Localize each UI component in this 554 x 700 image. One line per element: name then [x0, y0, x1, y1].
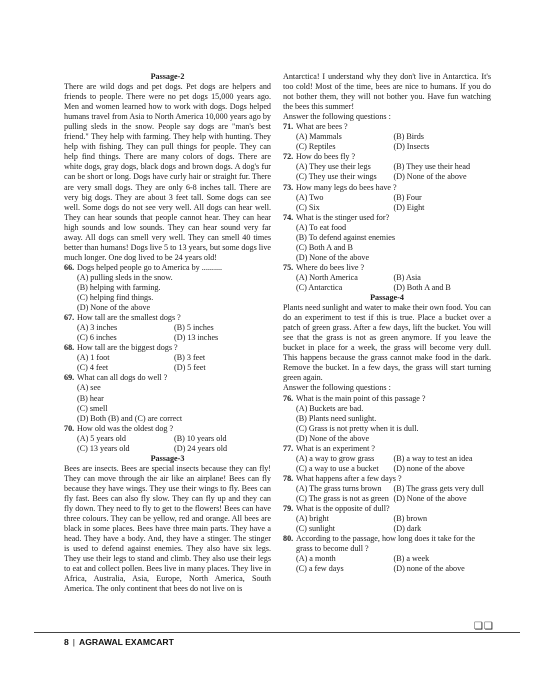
option-d: (D) none of the above [393, 564, 465, 574]
passage-3-text: Bees are insects. Bees are special insects because they can fly! They can move through the air like an airplane! Bees can fly because they have wings. They use their wings to fly. Bees can fly fast. Bees can also fly slow. They can fly up and they can fly down. They need to fly to get to the flowers! Bees can have three colours. They can be yellow, red and orange. All bees are black in some places. Bees have three main parts. They have a head. They have a body. And, they have a stinger. The stinger is used to defend against enemies. They also have six legs. They use their legs to stand and climb. They also use their legs to eat and collect pollen. Bees live in many places. They live in Africa, Australia, Asia, Europe, North America, South America. The only continent that bees do not live on is [64, 463, 271, 594]
option-b: (B) Plants need sunlight. [296, 413, 377, 423]
option-c: (C) They use their wings [296, 172, 377, 182]
option-d: (D) 5 feet [174, 363, 206, 373]
question-text: Dogs helped people go to America by .......... [77, 262, 223, 272]
question-number: 77. [283, 443, 294, 453]
question-79 [283, 504, 491, 534]
question-66 [64, 263, 271, 313]
option-d: (D) Both A and B [393, 282, 451, 292]
option-a: (A) 5 years old [77, 433, 126, 443]
question-68 [64, 343, 271, 373]
option-b: (B) Asia [393, 272, 421, 282]
option-c: (C) 13 years old [77, 443, 130, 453]
passage-2-text: There are wild dogs and pet dogs. Pet dogs are helpers and friends to people. There were no pet dogs 15,000 years ago. Men and women learned how to work with dogs. Dogs helped humans travel from Asia to North America 10,000 years ago by pulling sleds in the snow. People say dogs are "man's best friend." They help with farming. They help with hunting. They help with fishing. They can pull things for people. They can help find things. There are many colors of dogs. There are white dogs, gray dogs, black dogs and brown dogs. A dog's fur can be short or long. Dogs have curly hair or straight fur. There are very small dogs. They are only 6-8 inches tall. There are very big dogs. They are about 3 feet tall. Some dogs can see well. Some dogs do not see very well. All dogs can hear well. They can hear sounds that people cannot hear. They can hear high sounds and low sounds. They can hear sound very far away. All dogs can smell very well. They can smell 40 times better than humans! Dogs live 5 to 13 years, but some dogs live much longer. One dog lived to be 24 years old! [64, 82, 271, 262]
question-text: What is the main point of this passage ? [296, 393, 426, 403]
answer-prompt-2: Answer the following questions : [283, 383, 391, 393]
option-b: (B) Birds [393, 132, 424, 142]
question-number: 80. [283, 534, 294, 544]
end-marks-icon: ❏❏ [474, 621, 494, 632]
question-text: What is an experiment ? [296, 443, 375, 453]
option-c: (C) Grass is not pretty when it is dull. [296, 423, 419, 433]
option-a: (A) They use their legs [296, 162, 371, 172]
option-d: (D) 24 years old [174, 443, 228, 453]
option-c: (C) smell [77, 403, 108, 413]
option-c: (C) Six [296, 202, 320, 212]
question-text: What happens after a few days ? [296, 473, 402, 483]
option-b: (B) helping with farming. [77, 282, 161, 292]
option-c: (C) Reptiles [296, 142, 336, 152]
question-text: How do bees fly ? [296, 152, 356, 162]
page-footer [64, 637, 174, 647]
option-d: (D) dark [393, 524, 422, 534]
option-b: (B) 10 years old [174, 433, 227, 443]
question-text: What is the opposite of dull? [296, 504, 390, 514]
option-d: (D) None of the above [393, 493, 467, 503]
question-80 [283, 534, 491, 574]
question-text: What can all dogs do well ? [77, 373, 168, 383]
question-text: How many legs do bees have ? [296, 182, 397, 192]
question-number: 66. [64, 262, 75, 272]
question-76 [283, 394, 491, 444]
option-c: (C) a few days [296, 564, 344, 574]
option-d: (D) None of the above [296, 252, 370, 262]
question-number: 67. [64, 313, 75, 323]
question-78 [283, 474, 491, 504]
question-number: 70. [64, 423, 75, 433]
option-b: (B) They use their head [393, 162, 471, 172]
option-a: (A) pulling sleds in the snow. [77, 272, 173, 282]
option-a: (A) 1 foot [77, 353, 110, 363]
question-70 [64, 424, 271, 454]
passage-4-text: Plants need sunlight and water to make their own food. You can do an experiment to test if this is true. Place a bucket over a patch of green grass. After a few days, lift the bucket. You will see that the grass is not as green anymore. If you leave the bucket in place for a week, the grass will become very dull. This happens because the grass cannot make food in the dark. Remove the bucket. In a few days, the grass will start turning green again. [283, 303, 491, 383]
page-number: 8 [64, 637, 69, 647]
right-column [283, 72, 491, 574]
question-number: 75. [283, 262, 294, 272]
question-text: What are bees ? [296, 122, 348, 132]
option-d: (D) 13 inches [174, 333, 219, 343]
question-text: How tall are the smallest dogs ? [77, 313, 181, 323]
passage-2-title: Passage-2 [150, 72, 185, 81]
option-c: (C) 4 feet [77, 363, 109, 373]
option-b: (B) hear [77, 393, 104, 403]
option-c: (C) sunlight [296, 524, 336, 534]
question-number: 68. [64, 343, 75, 353]
answer-prompt: Answer the following questions : [283, 112, 391, 122]
option-a: (A) bright [296, 514, 329, 524]
option-a: (A) Buckets are bad. [296, 403, 364, 413]
option-d: (D) Insects [393, 142, 430, 152]
option-d: (D) None of the above [77, 303, 151, 313]
option-c: (C) Antarctica [296, 282, 343, 292]
question-text: According to the passage, how long does it take for the grass to become dull ? [296, 534, 475, 554]
question-67 [64, 313, 271, 343]
option-a: (A) 3 inches [77, 323, 118, 333]
question-71 [283, 122, 491, 152]
question-75 [283, 263, 491, 293]
passage-3-continued: Antarctica! I understand why they don't live in Antarctica. It's too cold! Most of the time, bees are nice to humans. If you do not bother them, they will not bother you. Have fun watching the bees this summer! [283, 72, 491, 112]
option-a: (A) a way to grow grass [296, 453, 375, 463]
question-number: 73. [283, 182, 294, 192]
option-a: (A) The grass turns brown [296, 483, 382, 493]
left-column [64, 72, 271, 594]
brand-name: AGRAWAL EXAMCART [79, 637, 174, 647]
question-number: 74. [283, 212, 294, 222]
question-72 [283, 152, 491, 182]
option-b: (B) 5 inches [174, 323, 214, 333]
question-number: 76. [283, 393, 294, 403]
option-b: (B) To defend against enemies [296, 232, 396, 242]
question-69 [64, 373, 271, 423]
option-b: (B) Four [393, 192, 422, 202]
option-d: (D) none of the above [393, 463, 465, 473]
question-number: 72. [283, 152, 294, 162]
option-a: (A) Two [296, 192, 324, 202]
option-a: (A) a month [296, 554, 336, 564]
passage-3-title: Passage-3 [150, 453, 185, 463]
option-d: (D) None of the above [296, 433, 370, 443]
option-c: (C) The grass is not as green [296, 493, 389, 503]
question-number: 71. [283, 122, 294, 132]
option-d: (D) Both (B) and (C) are correct [77, 413, 183, 423]
option-d: (D) None of the above [393, 172, 467, 182]
footer-divider [34, 632, 520, 633]
question-text: Where do bees live ? [296, 262, 365, 272]
option-b: (B) a way to test an idea [393, 453, 473, 463]
question-text: How old was the oldest dog ? [77, 423, 174, 433]
option-b: (B) a week [393, 554, 430, 564]
question-text: What is the stinger used for? [296, 212, 390, 222]
question-text: How tall are the biggest dogs ? [77, 343, 178, 353]
passage-4-title: Passage-4 [370, 293, 404, 303]
option-b: (B) brown [393, 514, 428, 524]
option-b: (B) The grass gets very dull [393, 483, 484, 493]
option-d: (D) Eight [393, 202, 425, 212]
option-a: (A) see [77, 383, 101, 393]
question-77 [283, 444, 491, 474]
question-number: 69. [64, 373, 75, 383]
question-number: 79. [283, 504, 294, 514]
question-74 [283, 213, 491, 263]
footer-separator: | [72, 637, 76, 647]
option-a: (A) North America [296, 272, 358, 282]
option-a: (A) To eat food [296, 222, 347, 232]
option-c: (C) 6 inches [77, 333, 117, 343]
question-number: 78. [283, 473, 294, 483]
question-73 [283, 183, 491, 213]
option-c: (C) helping find things. [77, 293, 154, 303]
option-c: (C) a way to use a bucket [296, 463, 379, 473]
option-b: (B) 3 feet [174, 353, 206, 363]
option-a: (A) Mammals [296, 132, 342, 142]
option-c: (C) Both A and B [296, 242, 353, 252]
